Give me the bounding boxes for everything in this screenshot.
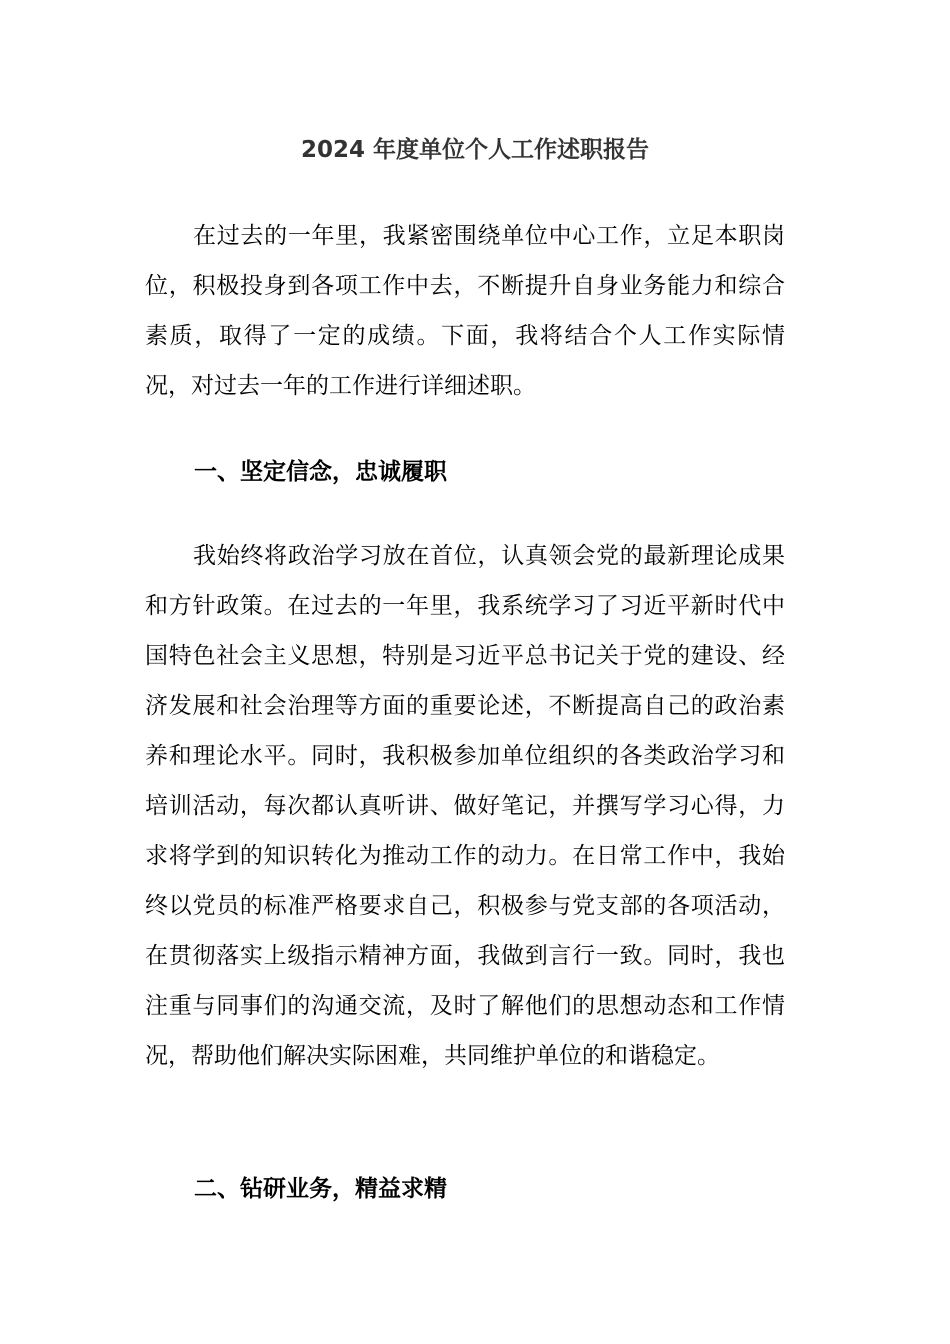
section-heading-1: 一、坚定信念，忠诚履职: [194, 459, 447, 485]
intro-paragraph: 在过去的一年里，我紧密围绕单位中心工作，立足本职岗位，积极投身到各项工作中去，不断提升自身业务能力和综合素质，取得了一定的成绩。下面，我将结合个人工作实际情况，对过去一年的工作进行详细述职。: [145, 223, 785, 399]
section-heading-2: 二、钻研业务，精益求精: [194, 1176, 447, 1202]
section-body-1: 我始终将政治学习放在首位，认真领会党的最新理论成果和方针政策。在过去的一年里，我系统学习了习近平新时代中国特色社会主义思想，特别是习近平总书记关于党的建设、经济发展和社会治理等方面的重要论述，不断提高自己的政治素养和理论水平。同时，我积极参加单位组织的各类政治学习和培训活动，每次都认真听讲、做好笔记，并撰写学习心得，力求将学到的知识转化为推动工作的动力。在日常工作中，我始终以党员的标准严格要求自己，积极参与党支部的各项活动，在贯彻落实上级指示精神方面，我做到言行一致。同时，我也注重与同事们的沟通交流，及时了解他们的思想动态和工作情况，帮助他们解决实际困难，共同维护单位的和谐稳定。: [145, 543, 785, 1069]
document-title: 2024 年度单位个人工作述职报告: [300, 137, 650, 163]
